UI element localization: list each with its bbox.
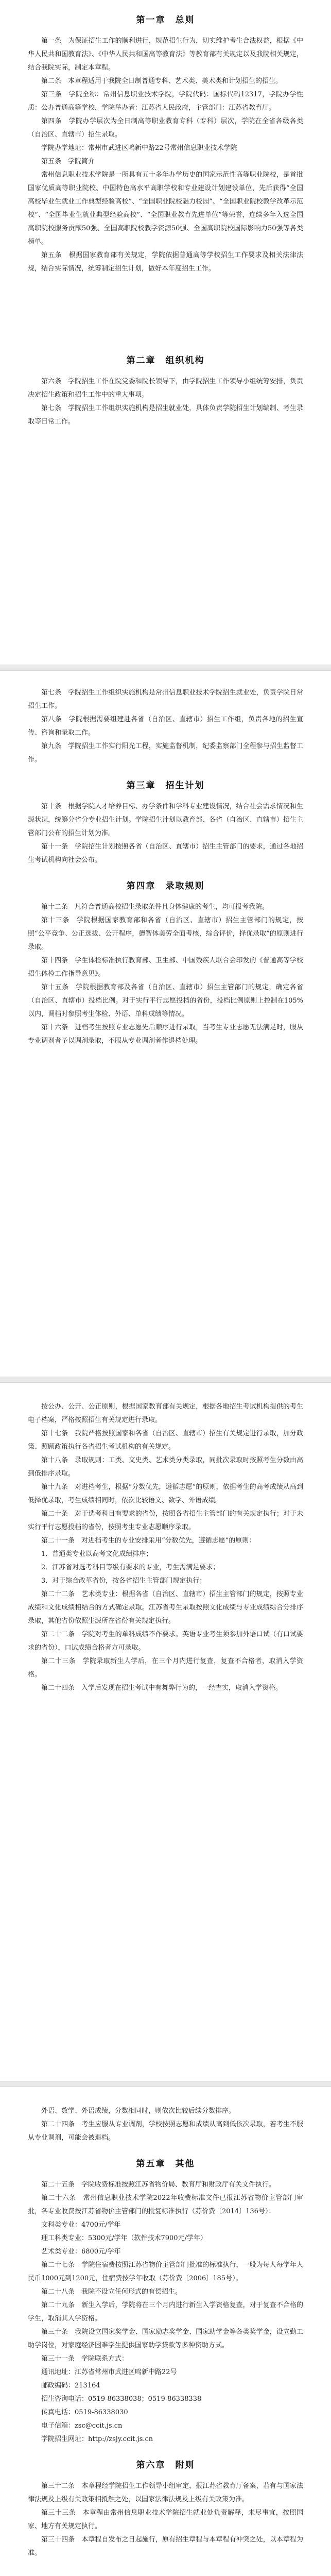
article-24: 第二十四条 入学后发现在招生考试中有舞弊行为的，一经查实，取消入学资格。 <box>41 1684 283 1692</box>
article-14: 第十四条 学生体检标准执行教育部、卫生部、中国残疾人联合会印发的《普通高等学校招生体检工作指导意见》。 <box>28 957 303 978</box>
contact-zip: 邮政编码：213164 <box>41 2382 100 2389</box>
article-6: 第六条 学院招生工作在院党委和院长领导下，由学院招生工作领导小组统筹安排，负责决定招生政策和招生工作中的重大事项。 <box>28 378 303 399</box>
article-10: 第十条 根据学院人才培养目标、办学条件和学科专业建设情况，结合社会需求情况和生源状况，统筹分省分专业招生计划。学院招生计划以教育部、各省（自治区、直辖市）招生主管部门公布的招生计划为准。 <box>28 803 303 837</box>
article-3: 第三条 学院全称：常州信息职业技术学院，学院代码：国标代码12317，学院办学性质：公办普通高等学校，学院举办者：江苏省人民政府，主管部门：江苏省教育厅。 <box>28 91 303 112</box>
article-18: 第十八条 录取规则：工类、文史类、艺术类分类录取，同批次录取时按照考生分数由高到低排序录取。 <box>28 1456 303 1478</box>
fee-science-engineering: 理工科类专业：5300元/学年（软件技术7900元/学年） <box>41 2234 207 2242</box>
list-item: 2．江苏省对选考科目等级有要求的专业，考生需满足要求； <box>41 1564 220 1571</box>
page-separator <box>0 2081 331 2087</box>
intro-paragraph-1: 常州信息职业技术学院是一所具有五十多年办学历史的国家示范性高等职业院校，是首批国家优质高等职业院校、中国特色高水平高职学校和专业建设计划建设单位，先后获得“全国高校毕业生就业工作典型经验高校”、“全国职业院校魅力校园”、“全国职业院校教学改革示范校”、“全国毕业生就业典型经验高校”、“全国职业教育先进单位”等荣誉，连续多年入选全国高职院校服务贡献50强、全国高职院校教学资源50强、全国高职院校国际影响力50强等各类榜单。 <box>28 171 303 246</box>
article-2: 第二条 本章程适用于我院全日制普通专科、艺术类、美术类和计划招生的招生。 <box>41 77 283 85</box>
article-30: 第三十条 我院设立国家奖学金、国家励志奖学金、国家助学金等各类奖学金，设立勤工助学岗位，对家庭经济困难学生提供国家助学贷款等多种资助方式。 <box>28 2328 303 2349</box>
article-33: 第三十三条 本章程由常州信息职业技术学院招生就业处负责解释，未尽事宜，按照国家、地方有关规定执行。 <box>28 2509 303 2530</box>
contact-website[interactable] <box>28 2433 303 2446</box>
chapter-3-title: 第三章 招生计划 <box>126 781 205 791</box>
article-27: 第二十七条 学院住宿费按照江苏省物价主管部门批准的标准执行，一般为每人每学年人民币1000元到1200元，住宿费按学年收取（苏价费〔2006〕185号）。 <box>28 2261 303 2282</box>
document-page-4 <box>0 2087 331 2576</box>
page-separator <box>0 665 331 671</box>
article-1: 第一条 为保证招生工作的顺利进行，规范招生行为，切实维护考生合法权益，根据《中华人民共和国教育法》、《中华人民共和国高等教育法》等教育部有关规定以及我院相关规定，结合我院实际，制定本章程。 <box>28 37 303 72</box>
article-13: 第十三条 学院根据国家教育部和各省（自治区、直辖市）招生主管部门的规定，按照“公平竞争、公正选拔、公开程序，德智体美劳全面考核，综合评价，择优录取”的原则进行录取。 <box>28 917 303 951</box>
chapter-1-title: 第一章 总则 <box>136 15 195 25</box>
list-item: 1．普通类专业以高考文化成绩排序； <box>41 1550 153 1558</box>
article-34: 第三十四条 本章程自发布之日起施行，原有招生章程与本章程有冲突之处，以本章程为准。 <box>28 2536 303 2557</box>
contact-phone: 招生咨询电话：0519-86338038；0519-86338338 <box>41 2395 202 2403</box>
article-28: 第二十八条 我院不设立任何形式的有偿招生。 <box>41 2288 182 2296</box>
article-24b: 第二十四条 考生应服从专业调剂，学校按照志愿和成绩从高到低依次录取，若考生不服从专业调剂，可能会被退档。 <box>28 2121 303 2142</box>
article-29: 第二十九条 新生入学后，学院将在三个月内进行新生入学资格复查，对于复查不合格的学生，取消其入学资格。 <box>28 2301 303 2323</box>
chapter-6-title: 第六章 附则 <box>136 2460 195 2470</box>
article-32: 第三十二条 本章程经学院招生工作领导小组审定，报江苏省教育厅备案，若有与国家法律法规及上级有关政策相抵触之处，以国家法律法规及上级有关政策为准。 <box>28 2482 303 2503</box>
article-11: 第十一条 学院招生计划按照各省（自治区、直辖市）招生主管部门的要求，通过各地招生考试机构向社会公布。 <box>28 843 303 864</box>
document-page-1 <box>0 0 331 665</box>
article-26: 第二十六条 常州信息职业技术学院2022年收费标准文件已报江苏省物价主管部门审批，各专业收费按江苏省物价主管部门的批复标准执行（苏价费〔2014〕136号）： <box>28 2194 303 2215</box>
email-link[interactable]: 电子信箱：zsc@ccit.js.cn <box>41 2422 123 2430</box>
article-31-heading: 第三十一条 学院联系方式： <box>41 2355 129 2363</box>
article-8: 第八条 学院根据需要组建赴各省（自治区、直辖市）招生工作组，负责各地的招生宣传、咨询和录取工作。 <box>28 716 303 737</box>
article-17: 第十七条 我院严格按照国家和各省（自治区、直辖市）招生有关规定进行录取，加分政策、照顾政策执行各省招生考试机构的有关规定。 <box>28 1430 303 1451</box>
fee-liberal-arts: 文科类专业：4700元/学年 <box>41 2221 121 2229</box>
contact-fax: 传真电话：0519-86338030 <box>41 2409 128 2416</box>
contact-address: 通讯地址：江苏省常州市武进区鸣新中路22号 <box>41 2368 177 2376</box>
article-15: 第十五条 学院根据教育部及各省（自治区、直辖市）招生主管部门的规定，确定各省（自治区、直辖市）投档比例。对于实行平行志愿投档的省份，投档比例原则上控制在105%以内，调档时参照考生体检、外语、单科成绩等情况。 <box>28 984 303 1018</box>
intro-paragraph-2: 第五条 根据国家教育部有关规定，学院依据普通高等学校招生工作要求及相关法律法规，结合实际情况，统筹制定招生计划，做好本年度招生工作。 <box>28 251 303 273</box>
article-22b: 第二十二条 学院对考生的单科成绩不作要求。英语专业考生须参加外语口试（有口试要求的省份），口试成绩合格者方可录取。 <box>28 1631 303 1652</box>
contact-email[interactable] <box>28 2419 303 2433</box>
continued-paragraph: 按公办、公开、公正原则，根据国家教育部有关规定，根据各地招生考试机构提供的考生电子档案，严格按照招生有关规定进行录取。 <box>28 1403 303 1424</box>
article-16: 第十六条 进档考生按照专业志愿先后顺序进行录取，当考生专业志愿无法满足时，服从专业调剂者予以调剂录取，不服从专业调剂者作退档处理。 <box>28 1024 303 1045</box>
article-12: 第十二条 凡符合普通高校招生录取条件且身体健康的考生，均可报考我院。 <box>41 903 269 911</box>
article-20: 第二十条 对于选考科目有要求的省份，按照各省招生主管部门的有关规定执行；对于未实行平行志愿投档的省份，按照考生专业志愿顺序录取。 <box>28 1510 303 1531</box>
article-21: 第二十一条 对进档考生的专业安排采用“分数优先，遵循志愿”的原则： <box>41 1537 256 1545</box>
fee-arts: 艺术类专业：6800元/学年 <box>41 2248 121 2256</box>
article-23: 第二十三条 学院录取新生人学后，在三个月内进行复查，复查不合格者，取消入学资格。 <box>28 1657 303 1679</box>
chapter-2-title: 第二章 组织机构 <box>126 355 205 366</box>
article-25: 第二十五条 学院收费标准按照江苏省物价局、教育厅和财政厅有关文件执行。 <box>41 2181 276 2189</box>
article-7b: 第七条 学院招生工作组织实施机构是常州信息职业技术学院招生就业处，负责学院日常招生工作。 <box>28 689 303 710</box>
intro-heading: 第五条 学院简介 <box>41 158 95 165</box>
website-link[interactable]: 学院招生网址：http://zsjy.ccit.js.cn <box>41 2435 153 2443</box>
school-address: 学院办学地址：常州市武进区鸣新中路22号常州信息职业技术学院 <box>41 144 237 152</box>
article-7: 第七条 学院招生工作组织实施机构是招生就业处，具体负责学院招生计划编制、考生录取等日常工作。 <box>28 404 303 426</box>
article-4: 第四条 学院办学层次为全日制高等职业教育专科（专科）层次，学院在全省各级各类（自治区、直辖市）招生录取。 <box>28 117 303 139</box>
article-9: 第九条 学院招生工作实行阳光工程，实施监督机制，纪委监察部门全程参与招生监督工作。 <box>28 742 303 764</box>
chapter-4-title: 第四章 录取规则 <box>126 881 205 891</box>
document-page-3 <box>0 1383 331 2081</box>
article-19: 第十九条 对进档考生，根据“分数优先，遵循志愿”的原则，依据考生的高考成绩从高到低择优录取，考生成绩相同时，依次比较语文、数学、外语成绩。 <box>28 1483 303 1504</box>
chapter-5-title: 第五章 其他 <box>136 2159 195 2169</box>
continued-paragraph: 外语、数学、外语成绩，分数相同时，则依次比较后续分数排序。 <box>41 2107 236 2115</box>
article-22: 第二十二条 艺术类专业：根据各省（自治区、直辖市）招生主管部门的规定，按照专业成绩和文化成绩相结合的方式确定录取。江苏省考生录取按照文化成绩与专业成绩综合分排序录取，其他省份依照生源所在省份有关规定执行。 <box>28 1590 303 1625</box>
document-page-2 <box>0 671 331 1377</box>
list-item: 3．对于综合改革省份，按各省招生主管部门规定执行； <box>41 1577 206 1585</box>
page-separator <box>0 1377 331 1383</box>
